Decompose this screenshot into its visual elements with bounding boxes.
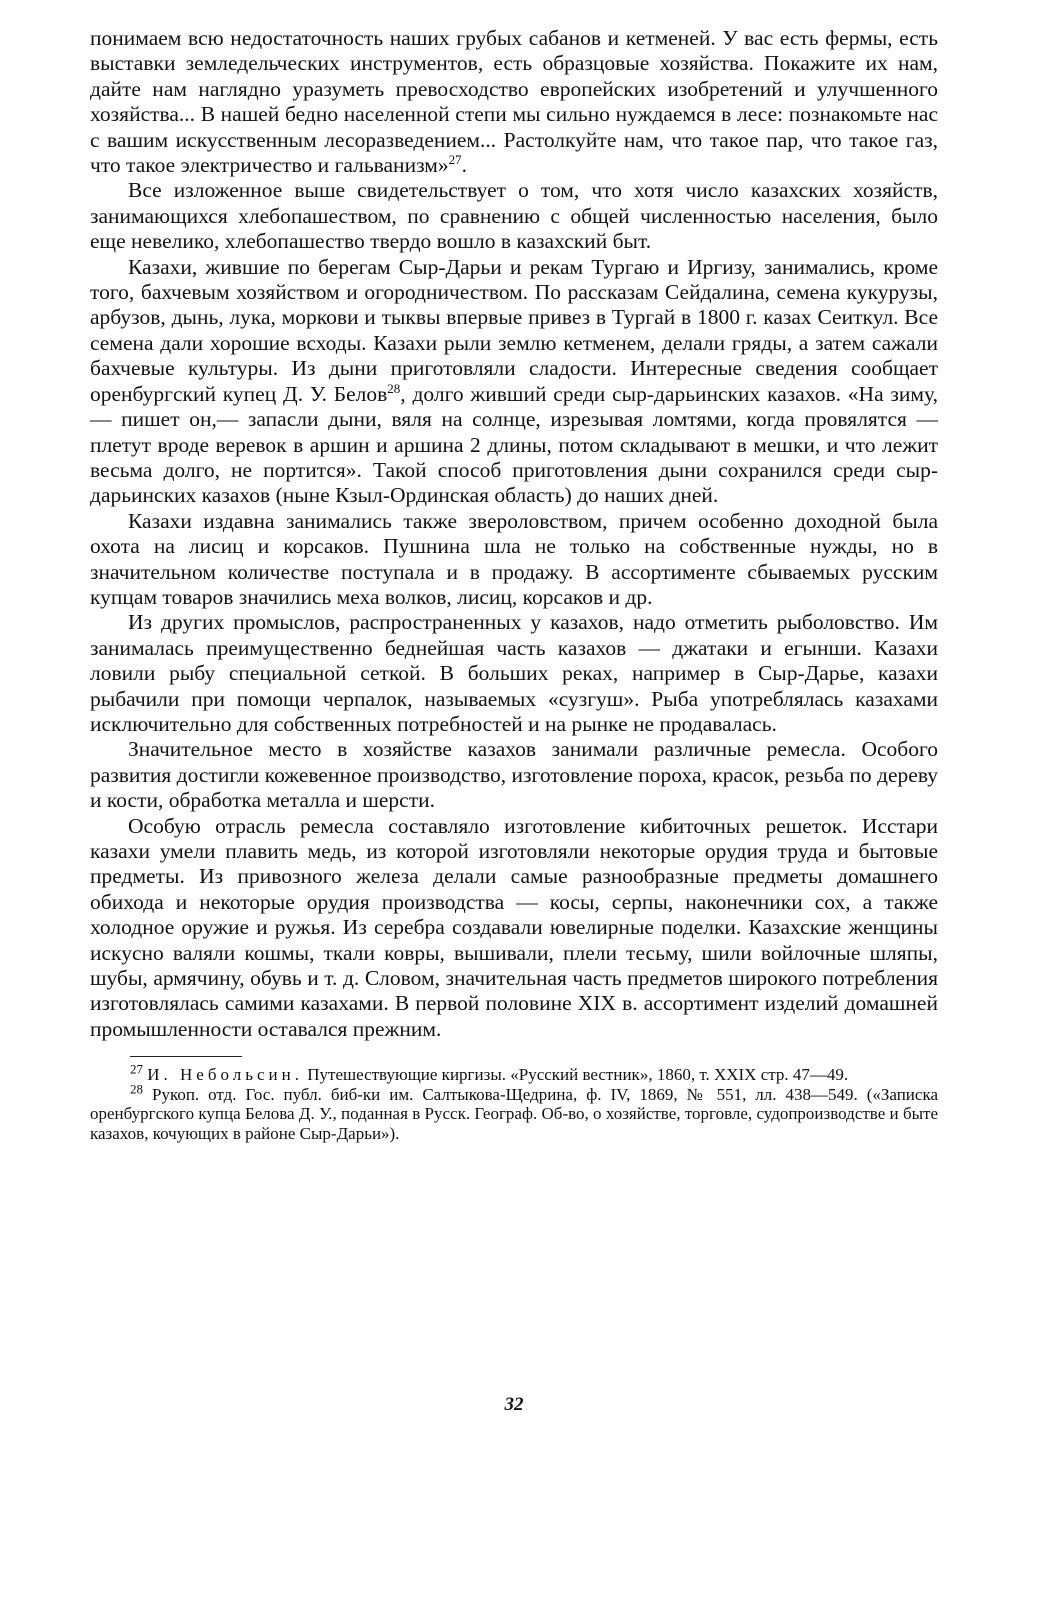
paragraph-6: Значительное место в хозяйстве казахов занимали различные ремесла. Особого развития достигли кожевенное производство, изготовление пороха, красок, резьба по дереву и кости, обработка металла и шерсти.	[90, 737, 938, 813]
footnote-author: И. Небольсин.	[147, 1065, 304, 1085]
footnote-28: $^{28}$ Рукоп. отд. Гос. публ. биб-ки им. Салтыкова-Щедрина, ф. IV, 1869, № 551, лл. 438—549. («Записка оренбургского купца Белова Д. У., поданная в Русск. Географ. Об-во, о хозяйстве, торговле, судопроизводстве и быте казахов, кочующих в районе Сыр-Дарьи»).	[90, 1081, 939, 1144]
footnote-ref-28[interactable]: 28	[387, 380, 401, 396]
paragraph-3: Казахи, жившие по берегам Сыр-Дарьи и рекам Тургаю и Иргизу, занимались, кроме того, бахчевым хозяйством и огородничеством. По рассказам Сейдалина, семена кукурузы, арбузов, дынь, лука, моркови и тыквы впервые привез в Тургай в 1800 г. казах Сеиткул. Все семена дали хорошие всходы. Казахи рыли землю кетменем, делали гряды, а затем сажали бахчевые культуры. Из дыни приготовляли сладости. Интересные сведения сообщает оренбургский купец Д. У. Белов$^{28}$, долго живший среди сыр-дарьинских казахов. «На зиму,— пишет он,— запасли дыни, вяля на солнце, изрезывая ломтями, когда провялятся — плетут вроде веревок в аршин и аршина 2 длины, потом складывают в мешки, и что лежит весьма долго, не портится». Такой способ приготовления дыни сохранился среди сыр-дарьинских казахов (ныне Кзыл-Ординская область) до наших дней.	[90, 254, 938, 508]
paragraph-1: понимаем всю недостаточность наших грубых сабанов и кетменей. У вас есть фермы, есть выставки земледельческих инструментов, есть образцовые хозяйства. Покажите их нам, дайте нам наглядно уразуметь превосходство европейских изобретений и улучшенного хозяйства... В нашей бедно населенной степи мы сильно нуждаемся в лесе: познакомьте нас с вашим искусственным лесоразведением... Растолкуйте нам, что такое пар, что такое газ, что такое электричество и гальванизм»$^{27}$.	[90, 26, 938, 178]
footnote-27: $^{27}$ И. Небольсин. Путешествующие киргизы. «Русский вестник», 1860, т. XXIX стр. 47—49.	[130, 1061, 849, 1085]
footnote-ref-27[interactable]: 27	[448, 151, 462, 167]
paragraph-4: Казахи издавна занимались также звероловством, причем особенно доходной была охота на лисиц и корсаков. Пушнина шла не только на собственные нужды, но в значительном количестве поступала и в продажу. В ассортименте сбываемых русским купцам товаров значились меха волков, лисиц, корсаков и др.	[90, 508, 938, 609]
paragraph-7: Особую отрасль ремесла составляло изготовление кибиточных решеток. Исстари казахи умели плавить медь, из которой изготовляли некоторые орудия труда и бытовые предметы. Из привозного железа делали самые разнообразные предметы домашнего обихода и некоторые орудия производства — косы, серпы, наконечники сох, а также холодное оружие и ружья. Из серебра создавали ювелирные поделки. Казахские женщины искусно валяли кошмы, ткали ковры, вышивали, плели тесьму, шили войлочные шляпы, шубы, армячину, обувь и т. д. Словом, значительная часть предметов широкого потребления изготовлялась самими казахами. В первой половине XIX в. ассортимент изделий домашней промышленности оставался прежним.	[90, 813, 938, 1041]
paragraph-2: Все изложенное выше свидетельствует о том, что хотя число казахских хозяйств, занимающихся хлебопашеством, по сравнению с общей численностью населения, было еще невелико, хлебопашество твердо вошло в казахский быт.	[90, 178, 938, 254]
paragraph-5: Из других промыслов, распространенных у казахов, надо отметить рыболовство. Им занималась преимущественно беднейшая часть казахов — джатаки и егынши. Казахи ловили рыбу специальной сеткой. В больших реках, например в Сыр-Дарье, казахи рыбачили при помощи черпалок, называемых «сузгуш». Рыба употреблялась казахами исключительно для собственных потребностей и на рынке не продавалась.	[90, 610, 938, 736]
footnote-divider	[130, 1056, 242, 1057]
page-body	[90, 26, 939, 1415]
footnote-number: 28	[130, 1081, 143, 1097]
footnote-number: 27	[130, 1061, 143, 1077]
page-number: 32	[504, 1394, 524, 1415]
